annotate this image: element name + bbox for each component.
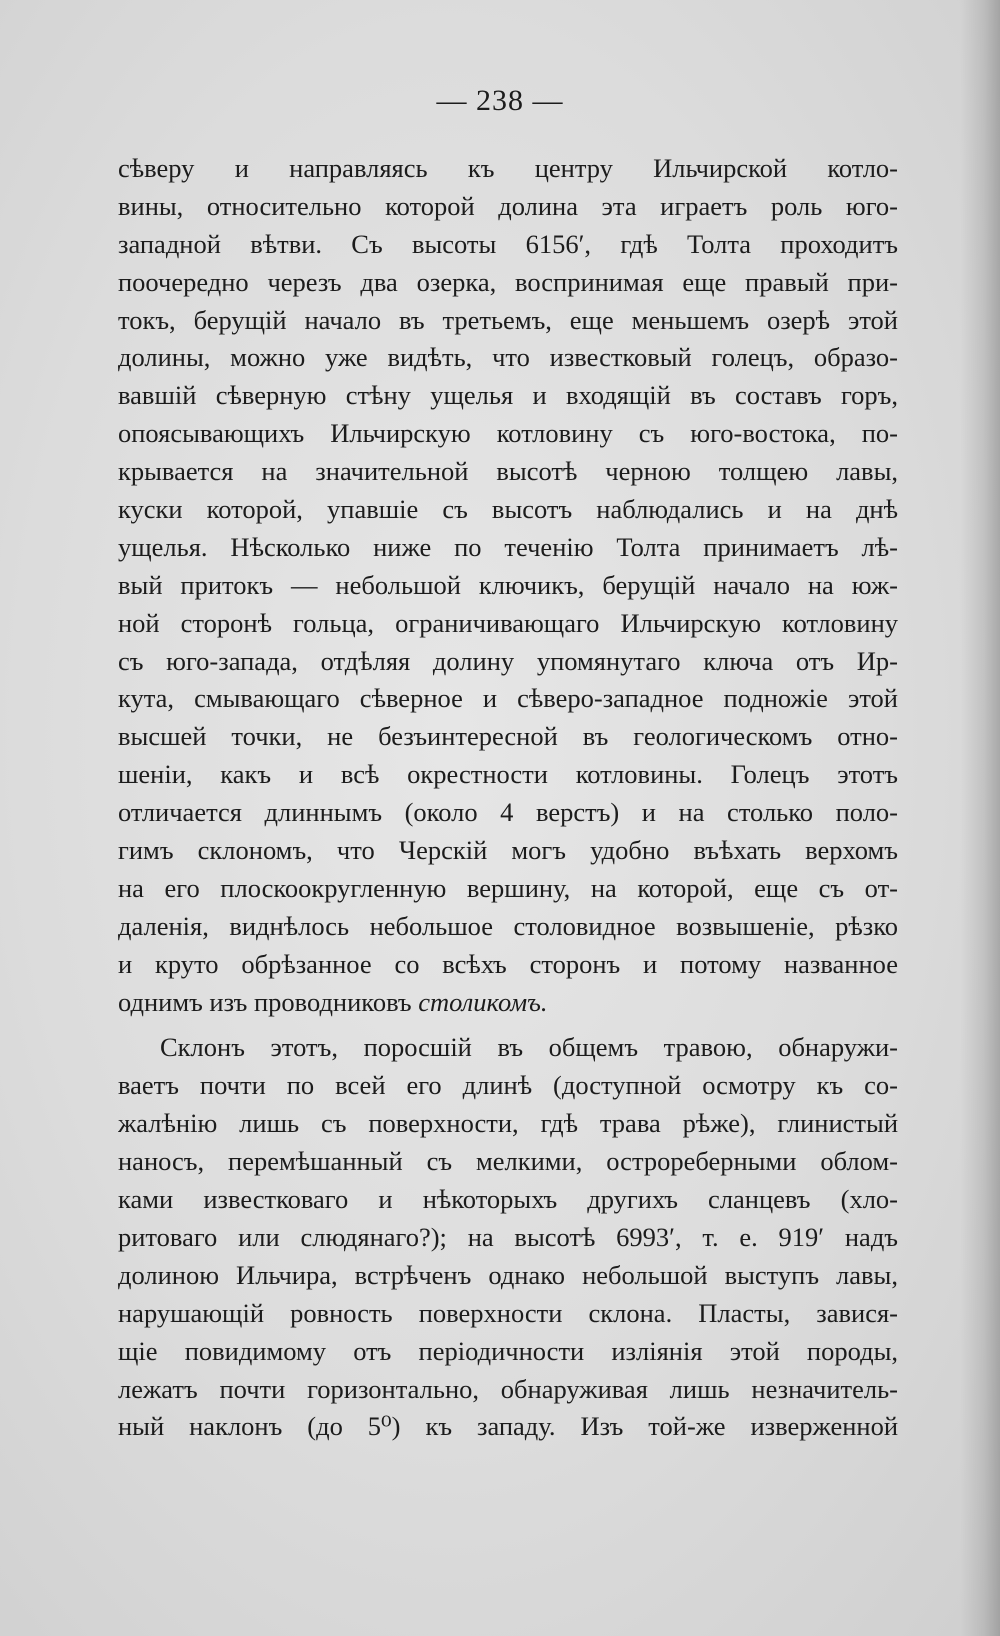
text-line: ваетъ почти по всей его длинѣ (доступной осмотру къ со- [118, 1070, 898, 1101]
text-line: ритоваго или слюдянаго?); на высотѣ 6993′, т. е. 919′ надъ [118, 1221, 898, 1252]
text-line-start: однимъ изъ проводниковъ [118, 986, 419, 1017]
text-line: токъ, берущій начало въ третьемъ, еще меньшемъ озерѣ этой [118, 304, 898, 335]
text-line: ками известковаго и нѣкоторыхъ другихъ сланцевъ (хло- [118, 1184, 898, 1215]
text-line: долины, можно уже видѣть, что известковый голецъ, образо- [118, 342, 898, 373]
text-line: нарушающій ровность поверхности склона. Пласты, завися- [118, 1297, 898, 1328]
text-line: ной сторонѣ гольца, ограничивающаго Ильчирскую котловину [118, 607, 898, 638]
text-line: вавшій сѣверную стѣну ущелья и входящій въ составъ горъ, [118, 380, 898, 411]
text-line: ущелья. Нѣсколько ниже по теченію Толта принимаетъ лѣ- [118, 531, 898, 562]
text-line: жалѣнію лишь съ поверхности, гдѣ трава рѣже), глинистый [118, 1108, 898, 1139]
text-line: западной вѣтви. Съ высоты 6156′, гдѣ Толта проходитъ [118, 228, 898, 259]
text-line: гимъ склономъ, что Черскій могъ удобно въѣхать верхомъ [118, 835, 898, 866]
page-edge-shadow [960, 0, 1000, 1636]
paragraph-1 [118, 150, 898, 1021]
text-line: даленія, виднѣлось небольшое столовидное возвышеніе, рѣзко [118, 910, 898, 941]
text-line: вый притокъ — небольшой ключикъ, берущій начало на юж- [118, 569, 898, 600]
italic-term: столикомъ. [418, 986, 548, 1017]
paragraph-2 [118, 1029, 898, 1446]
text-line: высшей точки, не безъинтересной въ геологическомъ отно- [118, 721, 898, 752]
text-line: лежатъ почти горизонтально, обнаруживая лишь незначитель- [118, 1373, 898, 1404]
page-number: — 238 — [436, 84, 564, 117]
text-line: поочередно черезъ два озерка, воспринимая еще правый при- [118, 266, 898, 297]
text-line-final [118, 984, 898, 1022]
text-line: съ юго-запада, отдѣляя долину упомянутаго ключа отъ Ир- [118, 645, 898, 676]
text-line: отличается длиннымъ (около 4 верстъ) и на столько поло- [118, 797, 898, 828]
text-line: вины, относительно которой долина эта играетъ роль юго- [118, 190, 898, 221]
text-line: крывается на значительной высотѣ черною толщею лавы, [118, 456, 898, 487]
text-line: сѣверу и направляясь къ центру Ильчирской котло- [118, 153, 898, 183]
text-line: шеніи, какъ и всѣ окрестности котловины. Голецъ этотъ [118, 759, 898, 790]
body-text [118, 150, 898, 1446]
text-line: ный наклонъ (до 5⁰) къ западу. Изъ той-же изверженной [118, 1411, 898, 1442]
text-line-indented: Склонъ этотъ, поросшій въ общемъ травою, обнаружи- [160, 1032, 898, 1063]
text-line: наносъ, перемѣшанный съ мелкими, острореберными облом- [118, 1146, 898, 1177]
text-line: и круто обрѣзанное со всѣхъ сторонъ и потому названное [118, 948, 898, 979]
text-line: кута, смывающаго сѣверное и сѣверо-западное подножіе этой [118, 683, 898, 714]
text-line: куски которой, упавшіе съ высотъ наблюдались и на днѣ [118, 494, 898, 525]
text-line: долиною Ильчира, встрѣченъ однако небольшой выступъ лавы, [118, 1259, 898, 1290]
text-line: опоясывающихъ Ильчирскую котловину съ юго-востока, по- [118, 418, 898, 449]
text-line: щіе повидимому отъ періодичности изліянія этой породы, [118, 1335, 898, 1366]
text-line: на его плоскоокругленную вершину, на которой, еще съ от- [118, 872, 898, 903]
